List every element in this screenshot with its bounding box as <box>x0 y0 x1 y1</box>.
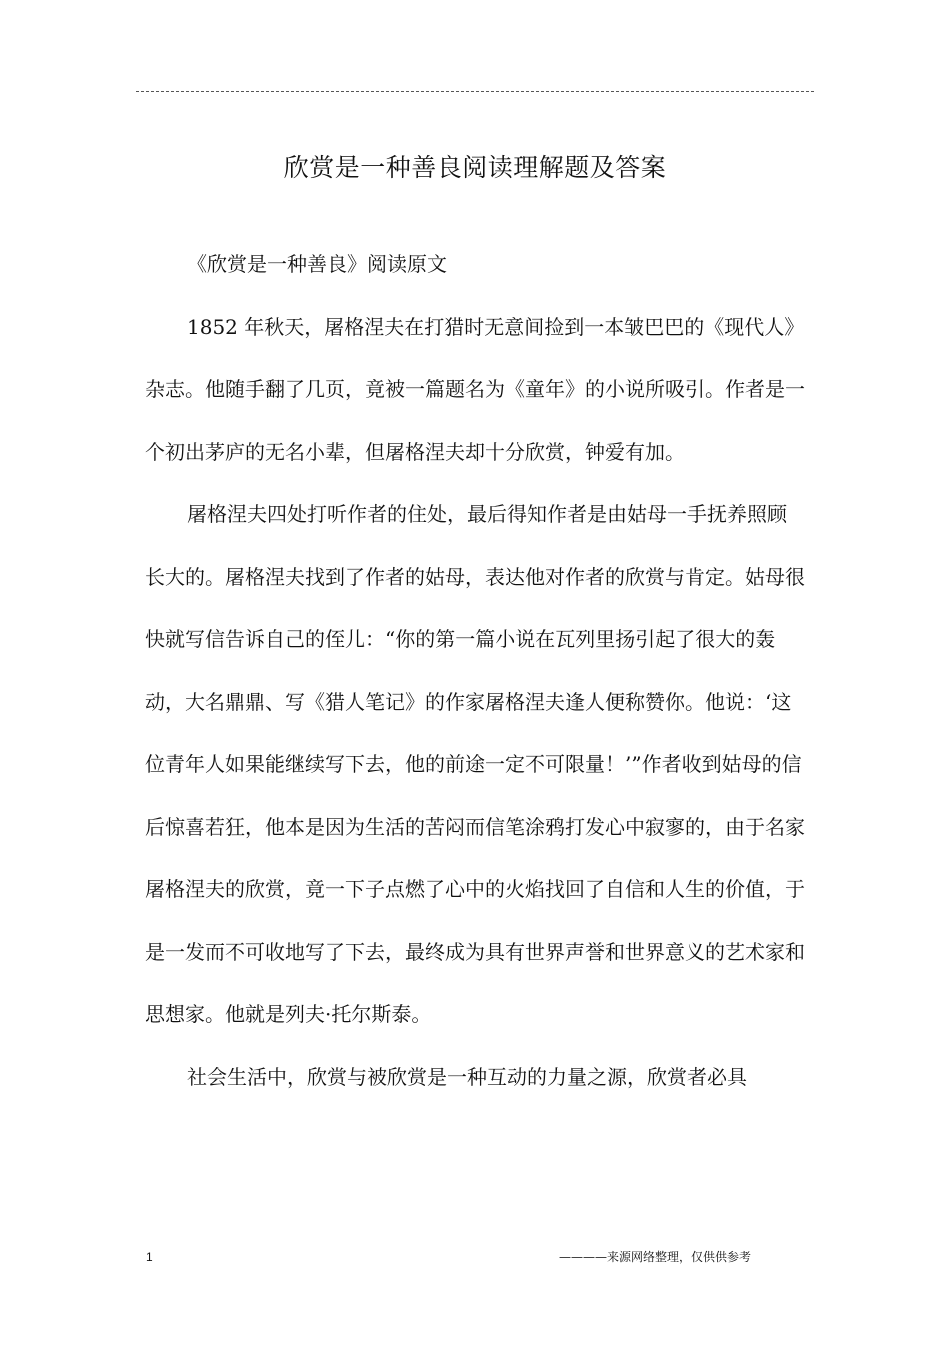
document-title: 欣赏是一种善良阅读理解题及答案 <box>283 153 667 182</box>
subheading-paragraph: 《欣赏是一种善良》阅读原文 <box>187 252 447 276</box>
body-paragraph-1: 1852 年秋天，屠格涅夫在打猎时无意间捡到一本皱巴巴的《现代人》杂志。他随手翻了几页，竟被一篇题名为《童年》的小说所吸引。作者是一个初出茅庐的无名小辈，但屠格涅夫却十分欣赏，钟爱有加。 <box>145 314 805 464</box>
document-body <box>145 233 805 1108</box>
body-paragraph-3: 社会生活中，欣赏与被欣赏是一种互动的力量之源，欣赏者必具 <box>187 1064 747 1089</box>
footer-note: ————来源网络整理，仅供供参考 <box>558 1250 751 1264</box>
page-number: 1 <box>146 1250 153 1264</box>
body-paragraph-2: 屠格涅夫四处打听作者的住处，最后得知作者是由姑母一手抚养照顾长大的。屠格涅夫找到了作者的姑母，表达他对作者的欣赏与肯定。姑母很快就写信告诉自己的侄儿：“你的第一篇小说在瓦列里扬引起了很大的轰动，大名鼎鼎、写《猎人笔记》的作家屠格涅夫逢人便称赞你。他说：‘这位青年人如果能继续写下去，他的前途一定不可限量！’”作者收到姑母的信后惊喜若狂，他本是因为生活的苦闷而信笔涂鸦打发心中寂寥的，由于名家屠格涅夫的欣赏，竟一下子点燃了心中的火焰找回了自信和人生的价值，于是一发而不可收地写了下去，最终成为具有世界声誉和世界意义的艺术家和思想家。他就是列夫·托尔斯泰。 <box>145 502 805 1026</box>
header-divider <box>136 91 814 92</box>
